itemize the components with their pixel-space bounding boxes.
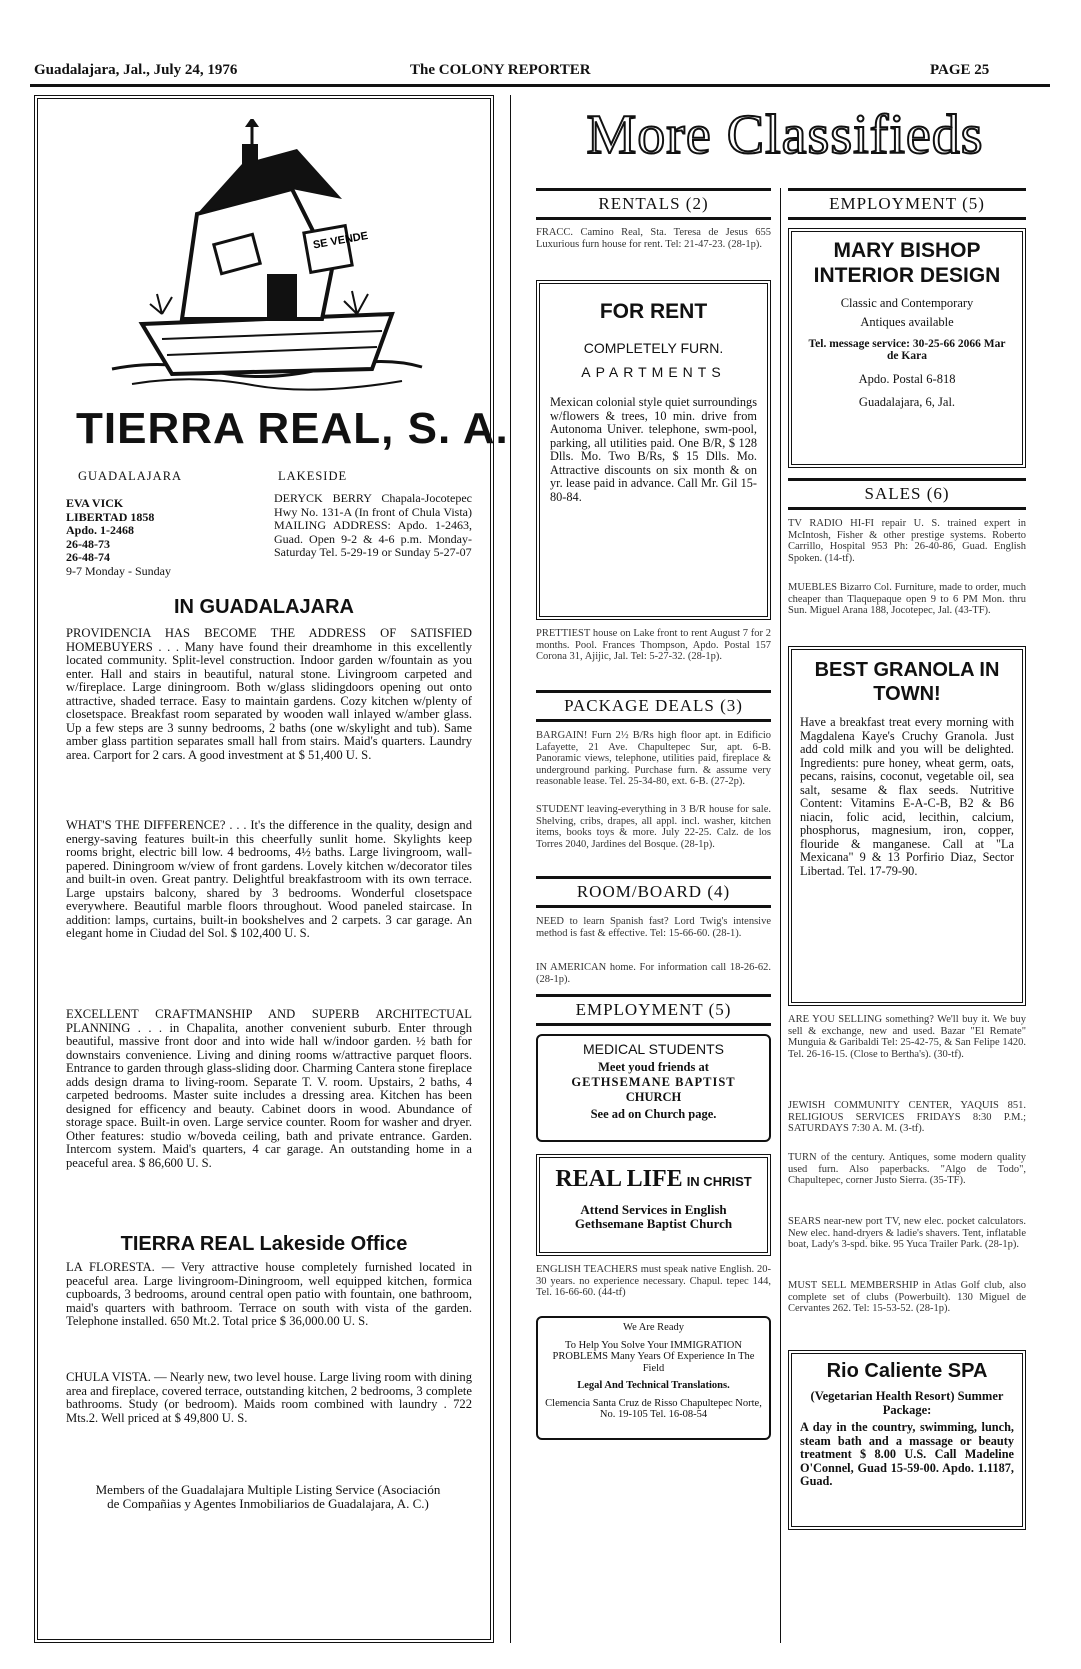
- more-classifieds-banner: More Classifieds: [586, 104, 984, 166]
- page-number: PAGE 25: [930, 62, 990, 78]
- spa-body: A day in the country, swimming, lunch, steam bath and a massage or beauty treatment $ 8.00 U.S. Call Madeline O'Connel, Guad 15-59-00. Apdo. 1.1187, Guad.: [800, 1420, 1014, 1488]
- real-life-tag: IN CHRIST: [686, 1174, 752, 1189]
- real-life-body: Attend Services in English Gethsemane Baptist Church: [574, 1202, 733, 1231]
- house-boat-illustration: [102, 119, 432, 399]
- gdl-contact-line: 26-48-74: [66, 550, 110, 564]
- lakeside-contact: DERYCK BERRY Chapala-Jocotepec Hwy No. 131-A (In front of Chula Vista) MAILING ADDRESS: Apdo. 1-2463, Guad. Open 9-2 & 4-6 p.m. Monday-Saturday Tel. 5-29-19 or Sunday 5-27-07: [274, 491, 472, 559]
- in-gdl-heading: IN GUADALAJARA: [174, 596, 354, 618]
- gdl-contact-line: EVA VICK: [66, 496, 124, 510]
- ready-legal: Legal And Technical Translations.: [577, 1380, 730, 1391]
- column-rule: [510, 95, 511, 1643]
- sales-heading: SALES (6): [788, 478, 1026, 510]
- listing-providencia: PROVIDENCIA HAS BECOME THE ADDRESS OF SATISFIED HOMEBUYERS . . . Many have found their dreamhome in this excellently located community. Split-level construction. Indoor garden w/fountain as you enter. Hall and stairs in beautiful, natural stone. Livingroom carpeted and w/fireplace. Large diningroom. Both w/glass slidingdoors opening out onto attractive, shaded terrace. Easy to maintain gardens. Cozy kitchen w/plenty of closetspace. Breakfast room separated by wooden wall inlayed w/amber glass. Up a few steps are 3 sunny bedrooms, 2 baths (one w/skylight and tub). Same amber glass partition separates small hall from stairs. Maid's quarters. Laundry area. Carport for 2 cars. A good investment at $ 51,400 U. S.: [66, 627, 472, 762]
- lakeside-label: LAKESIDE: [278, 469, 348, 483]
- medical-title: MEDICAL STUDENTS: [582, 1041, 725, 1057]
- for-rent-body: Mexican colonial style quiet surroundings w/flowers & trees, 10 min. drive from Autonoma Univer. telephone, swm-pool, parking, all utilities paid. One B/R, $ 128 Dlls. Mo. Two B/Rs, $ 15 Dlls. Mo. Attractive discounts on six month & on yr. lease paid in advance. Call Mr. Gil 15-80-84.: [550, 395, 757, 504]
- rentals-fracc: FRACC. Camino Real, Sta. Teresa de Jesus 655 Luxurious furn house for rent. Tel: 21-47-23. (28-1p).: [536, 227, 771, 250]
- listings-gdl: [66, 627, 472, 1226]
- rentals-heading: RENTALS (2): [536, 188, 771, 220]
- sales-must: MUST SELL MEMBERSHIP in Atlas Golf club, also complete set of clubs (Powerbuilt). 130 Miguel de Cervantes 262. Tel: 15-53-52. (28-1p).: [788, 1280, 1026, 1314]
- dateline: Guadalajara, Jal., July 24, 1976: [34, 62, 238, 78]
- guadalajara-label: GUADALAJARA: [78, 469, 183, 483]
- granola-body: Have a breakfast treat every morning with Magdalena Kaye's Cruchy Granola. Just add cold milk and you will be delighted. Ingredients: pure honey, wheat germ, oats, pecans, raisins, coconut, vegetable oil, sea salt, sesame & flax seeds. Nutritive Content: Vitamins E-A-C-B, B2 & B6 niacin, folic acid, lecithin, calcium, phosphorus, magnesium, iron, copper, flouride & manganese. Call at "La Mexicana" 9 & 13 Porfirio Diaz, Sector Libertad. Tel. 17-79-90.: [800, 715, 1014, 878]
- mary-bishop-l4: Apdo. Postal 6-818: [858, 372, 956, 386]
- mary-bishop-title: MARY BISHOP INTERIOR DESIGN: [813, 239, 1001, 287]
- mary-bishop-l2: Antiques available: [860, 315, 954, 329]
- listing-floresta: LA FLORESTA. — Very attractive house completely furnished located in peaceful area. Large livingroom-Diningroom, well equipped kitchen, formica cupboards, 3 bedrooms, around central open patio with fountain, one bathroom, maid's quarters with bathroom. Terrace on south with vista of the garden. Telephone installed. 650 Mt.2. Total price $ 36,000.00 U. S.: [66, 1261, 472, 1328]
- package-bargain: BARGAIN! Furn 2½ B/Rs high floor apt. in Edificio Lafayette, 21 Ave. Chapultepec Sur, apt. 6-B. Panoramic views, telephone, utilities paid, fireplace & underground parking. Purchase furn. & assume very reasonable lease. Tel. 25-34-80, ext. 6-B. (27-2p).: [536, 730, 771, 787]
- ready-contact: Clemencia Santa Cruz de Risso Chapultepec Norte, No. 19-105 Tel. 16-08-54: [545, 1397, 762, 1420]
- gdl-contact-line: 26-48-73: [66, 536, 110, 551]
- sales-selling: ARE YOU SELLING something? We'll buy it. We buy sell & exchange, new and used. Bazar "El Remate" Munguia & Garibaldi Tel: 25-42-75, & San Felipe 1420. Tel. 26-16-15. (Close to Bertha's). (30-tf).: [788, 1014, 1026, 1060]
- employment-heading-right: EMPLOYMENT (5): [788, 188, 1026, 220]
- medical-line3: CHURCH: [625, 1090, 682, 1104]
- sign-text: SE VENDE: [312, 229, 370, 252]
- medical-line4: See ad on Church page.: [590, 1107, 717, 1121]
- for-rent-sub1: COMPLETELY FURN.: [583, 340, 724, 356]
- rentals-prettiest: PRETTIEST house on Lake front to rent August 7 for 2 months. Pool. Frances Thompson, Apdo. Postal 157 Corona 31, Ajijic, Jal. Tel: 5-27-32. (28-1p).: [536, 628, 771, 662]
- mary-bishop-ad: [788, 228, 1026, 468]
- mary-bishop-l5: Guadalajara, 6, Jal.: [858, 395, 956, 409]
- mary-bishop-l3: Tel. message service: 30-25-66 2066 Mar de Kara: [808, 338, 1006, 362]
- real-life-ad: [536, 1154, 771, 1256]
- sales-sears: SEARS near-new port TV, new elec. pocket calculators. New elec. hand-dryers & ladie's shavers. Tent, inflatable boat, Lady's 3-spd. bike. 95 Yuca Trailer Park. (28-1p).: [788, 1216, 1026, 1250]
- listings-lakeside: [66, 1261, 472, 1453]
- room-board-heading: ROOM/BOARD (4): [536, 876, 771, 908]
- ready-title: We Are Ready: [623, 1322, 684, 1333]
- spa-sub: (Vegetarian Health Resort) Summer Package:: [810, 1389, 1004, 1417]
- employment-heading-mid: EMPLOYMENT (5): [536, 994, 771, 1026]
- column-right: [788, 188, 1026, 1530]
- gdl-contact-line: LIBERTAD 1858: [66, 509, 155, 524]
- immigration-ad: [536, 1316, 771, 1440]
- column-rule: [780, 188, 781, 1643]
- header-rule: [30, 84, 1050, 87]
- ready-body: To Help You Solve Your IMMIGRATION PROBLEMS Many Years Of Experience In The Field: [552, 1339, 755, 1374]
- mls-footer: Members of the Guadalajara Multiple Listing Service (Asociación de Compañias y Agentes Inmobiliarios de Guadalajara, A. C.): [95, 1482, 441, 1511]
- granola-title: BEST GRANOLA IN TOWN!: [814, 659, 1000, 705]
- gdl-contact-line: 9-7 Monday - Sunday: [66, 563, 171, 578]
- sales-jewish: JEWISH COMMUNITY CENTER, YAQUIS 851. RELIGIOUS SERVICES FRIDAYS 8:30 P.M.; SATURDAYS 7:30 A. M. (3-tf).: [788, 1100, 1026, 1134]
- package-student: STUDENT leaving-everything in 3 B/R house for sale. Shelving, cribs, drapes, all appl. incl. washer, kitchen items, books toys & more. July 22-25. Calz. de los Torres 2040, Jardines del Bosque. (28-1p).: [536, 804, 771, 850]
- granola-ad: [788, 646, 1026, 1006]
- column-middle: [536, 188, 771, 1440]
- emp-english-teachers: ENGLISH TEACHERS must speak native English. 20-30 years. no experience necessary. Chapul. tepec 144, Tel. 16-66-60. (44-tf): [536, 1264, 771, 1298]
- paper-title: The COLONY REPORTER: [410, 62, 591, 78]
- spa-title: Rio Caliente SPA: [826, 1360, 988, 1382]
- mary-bishop-l1: Classic and Contemporary: [840, 296, 974, 310]
- for-rent-sub2: APARTMENTS: [581, 364, 726, 380]
- tierra-real-ad: [34, 95, 509, 1643]
- package-deals-heading: PACKAGE DEALS (3): [536, 690, 771, 722]
- gdl-contact-line: Apdo. 1-2468: [66, 523, 135, 537]
- room-american: IN AMERICAN home. For information call 18-26-62. (28-1p).: [536, 962, 771, 985]
- listing-difference: WHAT'S THE DIFFERENCE? . . . It's the difference in the quality, design and energy-saving features built-in this cheerfully sunlit home. Skylights keep rooms bright, electric bill low. 4 bedrooms, 4½ baths. Large livingroom, wall-papered. Diningroom w/view of front gardens. Lovely kitchen w/decorator tiles and built-in oven. Great pantry. Delightful breakfastroom with its own terrace. Large upstairs balcony, shared by 3 bedrooms. Wonderful closetspace everywhere. Beautiful marble floors throughout. Wood paneled staircase. In addition: lamps, curtains, built-in bookshelves and 2 carpets. 3 car garage. An elegant home in Ciudad del Sol. $ 102,400 U. S.: [66, 819, 472, 940]
- real-life-logo: REAL LIFE: [555, 1166, 683, 1192]
- medical-line2: GETHSEMANE BAPTIST: [571, 1075, 736, 1089]
- sales-muebles: MUEBLES Bizarro Col. Furniture, made to order, much cheaper than Tlaquepaque open 9 to 6 PM Mon. thru Sun. Miguel Arana 188, Jocotepec, Jal. (43-TF).: [788, 582, 1026, 616]
- medical-line1: Meet youd friends at: [598, 1060, 709, 1074]
- listing-craftmanship: EXCELLENT CRAFTMANSHIP AND SUPERB ARCHITECTUAL PLANNING . . . in Chapalita, another convenient suburb. Enter through beautiful, massive front door and into wide hall w/indoor garden. ½ bath for downstairs convenience. Living and dining rooms w/attractive parquet floors. Entrance to garden through glass-sliding door. Charming Cantera stone fireplace adds design drama to living-room. Separate T. V. room. Upstairs, 2 baths, 4 carpeted bedrooms. Master suite includes a dressing area. Kitchen has been designed for efficency and beauty. Cabinet doors in wood. Abundance of storage space. Built-in oven. Large service counter. Room for washer and dryer. Other features: studio w/boveda ceiling, bath and private entrance. Garden. Intercom system. Maid's quarters, 4 car garage. An outstanding home in a peaceful area. $ 86,600 U. S.: [66, 1008, 472, 1170]
- room-need: NEED to learn Spanish fast? Lord Twig's intensive method is fast & effective. Tel: 15-66-60. (28-1).: [536, 916, 771, 939]
- lakeside-office-heading: TIERRA REAL Lakeside Office: [120, 1233, 408, 1255]
- sales-turn: TURN of the century. Antiques, some modern quality used furn. Also paperbacks. "Algo de Todo", Chapultepec, corner Justo Sierra. (35-TF).: [788, 1152, 1026, 1186]
- medical-students-ad: [536, 1034, 771, 1142]
- gdl-contact: [66, 497, 246, 578]
- listing-chula-vista: CHULA VISTA. — Nearly new, two level house. Large living room with dining area and fireplace, covered terrace, outstanding kitchen, 2 bedrooms, 3 complete bathrooms. Study (or bedroom). Maids room combined with laundry . 722 Mts.2. Well priced at $ 49,800 U. S.: [66, 1371, 472, 1425]
- sales-tv: TV RADIO HI-FI repair U. S. trained expert in McIntosh, Fisher & other prestige systems. Roberto Carrillo, Hospital 953 Ph: 26-40-86, Guad. English Spoken. (14-tf).: [788, 518, 1026, 564]
- for-rent-ad: [536, 280, 771, 620]
- company-name: TIERRA REAL, S. A.: [76, 404, 509, 453]
- rio-caliente-ad: [788, 1350, 1026, 1530]
- for-rent-title: FOR RENT: [599, 300, 708, 323]
